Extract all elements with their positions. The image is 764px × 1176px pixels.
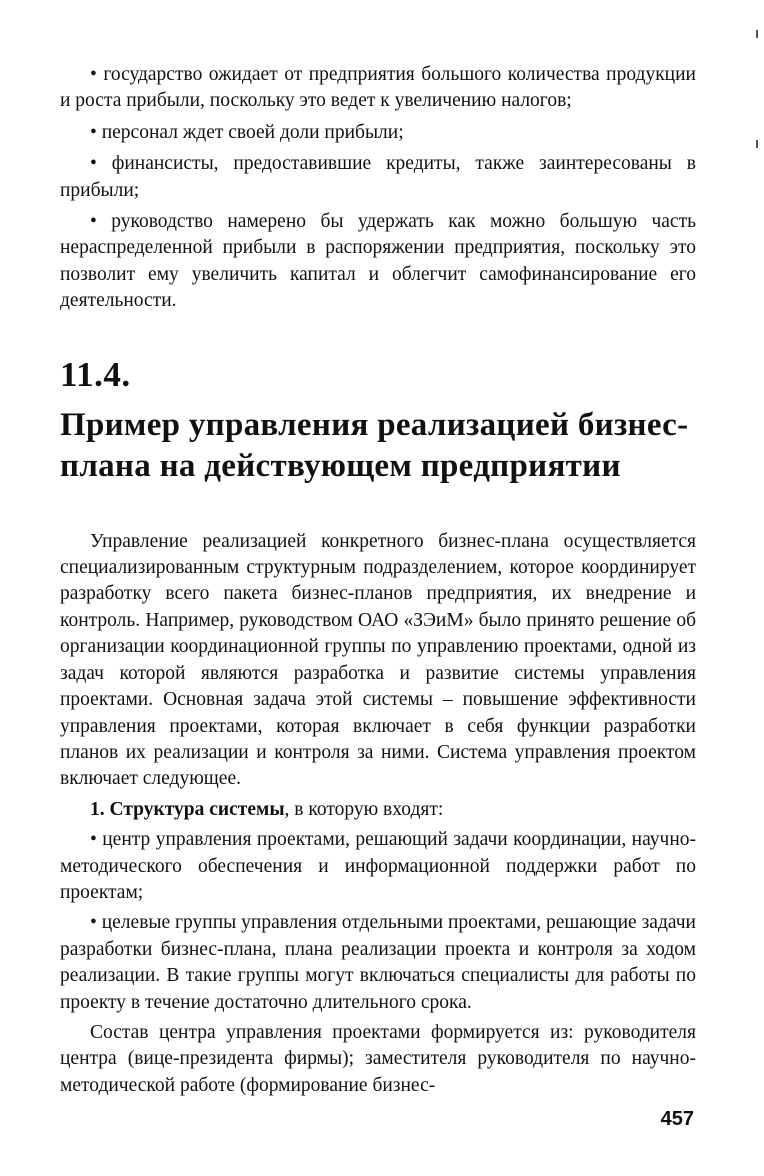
section-body [60,529,696,1100]
bullet-item: • руководство намерено бы удержать как можно большую часть нераспределенной прибыли в распоряжении предприятия, поскольку это позволит ему увеличить капитал и облегчит самофинансирование его деятельности. [60,211,696,312]
section-title: Пример управления реализацией бизнес-плана на действующем предприятии [60,406,689,484]
bullet-item: • государство ожидает от предприятия большого количества продукции и роста прибыли, поскольку это ведет к увеличению налогов; [60,64,696,112]
list-heading-rest: , в которую входят: [284,798,444,820]
bullet-item: • финансисты, предоставившие кредиты, также заинтересованы в прибыли; [60,153,696,201]
structure-bullet: • центр управления проектами, решающий задачи координации, научно-методического обеспечения и информационной поддержки работ по проектам; [60,829,696,903]
page-number: 457 [660,1108,694,1130]
closing-paragraph: Состав центра управления проектами формируется из: руководителя центра (вице-президента фирмы); заместителя руководителя по научно-методической работе (формирование бизнес- [60,1021,696,1096]
scan-edge-mark [756,140,758,148]
list-heading-bold: 1. Структура системы [90,798,285,820]
top-bullet-list [60,62,696,315]
bullet-item: • персонал ждет своей доли прибыли; [90,121,404,143]
page-content [60,62,696,1103]
section-number: 11.4. [60,354,131,394]
scan-edge-mark [756,30,758,38]
structure-bullet: • целевые группы управления отдельными проектами, решающие задачи разработки бизнес-плана, плана реализации проекта и контроля за ходом реализации. В такие группы могут включаться специалисты для работы по проекту в течение достаточно длительного срока. [60,912,696,1013]
intro-paragraph: Управление реализацией конкретного бизнес-плана осуществляется специализированным структурным подразделением, которое координирует разработку всего пакета бизнес-планов предприятия, их внедрение и контроль. Например, руководством ОАО «ЗЭиМ» было принято решение об организации координационной группы по управлению проектами, одной из задач которой являются разработка и развитие системы управления проектами. Основная задача этой системы – повышение эффективности управления проектами, которая включает в себя функции разработки планов их реализации и контроля за ними. Система управления проектом включает следующее. [60,530,696,790]
list-heading [60,797,696,823]
